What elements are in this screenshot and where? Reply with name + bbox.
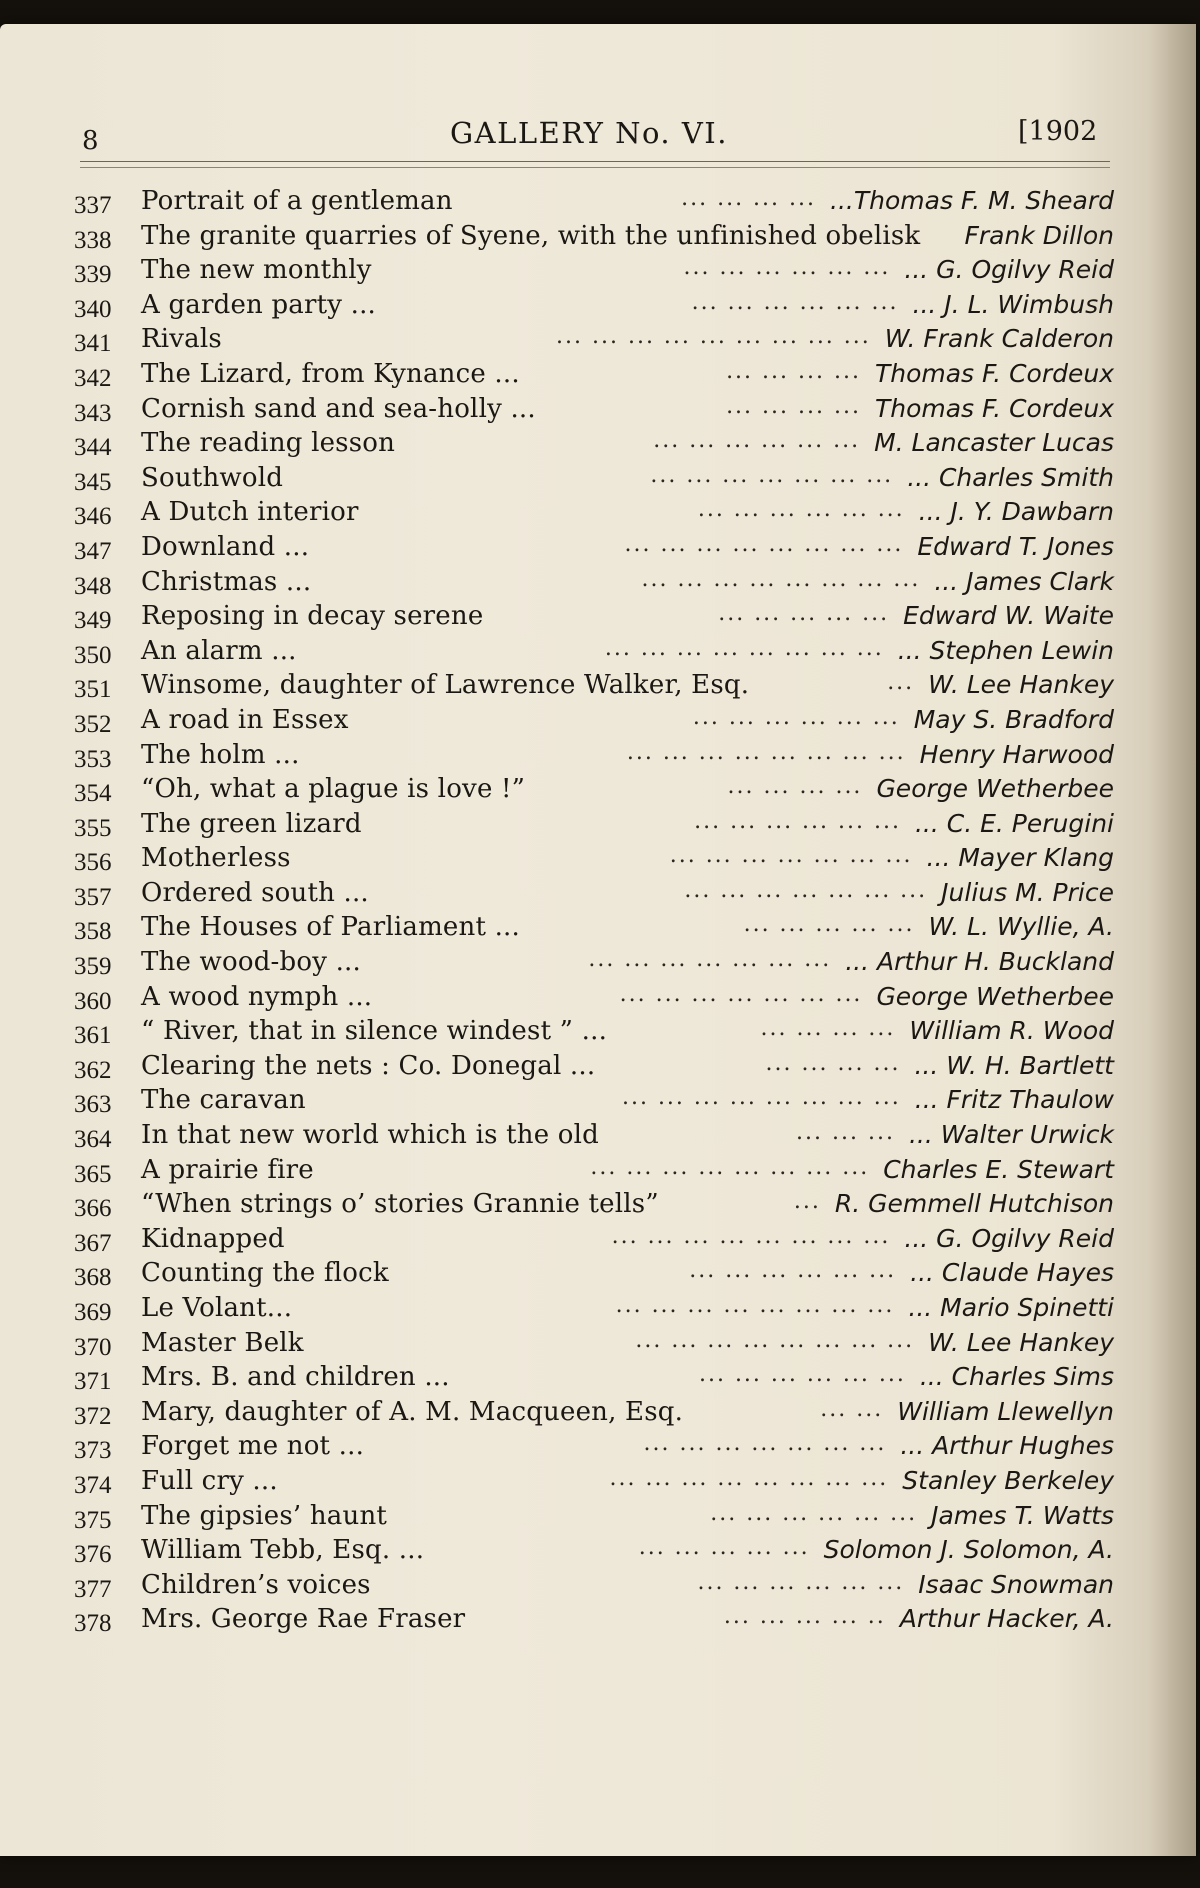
entry-artist: ... J. L. Wimbush bbox=[912, 289, 1114, 319]
entry-artist: Edward T. Jones bbox=[917, 531, 1114, 561]
leader-dots: ... ... ... ... ... ... ... ... bbox=[621, 1085, 901, 1111]
entry-number: 350 bbox=[74, 641, 112, 669]
entry-artist: Julius M. Price bbox=[941, 877, 1114, 907]
entry-artist: ... Walter Urwick bbox=[908, 1120, 1114, 1150]
leader-dots: ... ... ... ... ... ... ... ... bbox=[624, 531, 904, 557]
entry-title: Reposing in decay serene bbox=[141, 601, 484, 632]
catalogue-entry bbox=[0, 1189, 1196, 1224]
leader-dots: ... ... ... ... bbox=[760, 1016, 896, 1042]
leader-dots: ... ... ... ... ... ... bbox=[694, 808, 901, 834]
entry-title: A road in Essex bbox=[141, 704, 349, 735]
leader-dots: ... ... ... ... ... ... ... bbox=[588, 947, 832, 973]
entry-number: 364 bbox=[74, 1126, 112, 1154]
leader-dots: ... ... ... ... bbox=[726, 358, 861, 384]
catalogue-entry bbox=[0, 1051, 1196, 1086]
entry-number: 374 bbox=[74, 1471, 112, 1499]
catalogue-entry bbox=[0, 1362, 1196, 1397]
entry-number: 352 bbox=[74, 710, 112, 738]
entry-number: 339 bbox=[74, 261, 112, 289]
catalogue-entry bbox=[0, 1397, 1196, 1432]
leader-dots: ... ... ... ... ... ... ... bbox=[619, 981, 863, 1007]
catalogue-entry bbox=[0, 1604, 1196, 1639]
leader-dots: ... ... ... ... ... ... ... ... bbox=[641, 566, 921, 592]
entry-artist: Stanley Berkeley bbox=[902, 1465, 1114, 1495]
entry-title: “When strings o’ stories Grannie tells” bbox=[141, 1189, 659, 1220]
gallery-title: GALLERY No. VI. bbox=[450, 116, 728, 150]
leader-dots: ... ... ... ... ... ... bbox=[692, 704, 900, 730]
entry-number: 362 bbox=[74, 1056, 112, 1084]
entry-number: 365 bbox=[74, 1160, 112, 1188]
leader-dots: ... ... ... ... bbox=[727, 774, 863, 800]
entry-number: 366 bbox=[74, 1195, 112, 1223]
leader-dots: ... ... bbox=[820, 1396, 884, 1422]
entry-title: Le Volant... bbox=[141, 1293, 293, 1323]
catalogue-page bbox=[0, 24, 1196, 1856]
entry-number: 368 bbox=[74, 1264, 112, 1292]
entry-number: 372 bbox=[74, 1402, 112, 1430]
catalogue-entry bbox=[0, 1258, 1196, 1293]
catalogue-entry bbox=[0, 1328, 1196, 1363]
entry-title: Rivals bbox=[141, 324, 222, 355]
catalogue-entry bbox=[0, 1155, 1196, 1190]
entry-artist: ... James Clark bbox=[934, 566, 1114, 596]
leader-dots: ... ... ... ... ... ... bbox=[697, 1569, 905, 1595]
leader-dots: ... ... ... ... ... ... bbox=[689, 1258, 897, 1284]
catalogue-entry bbox=[0, 428, 1196, 463]
entry-number: 376 bbox=[74, 1541, 112, 1569]
entry-number: 347 bbox=[74, 537, 112, 565]
entry-artist: W. Lee Hankey bbox=[928, 670, 1114, 700]
entry-artist: ... Claude Hayes bbox=[910, 1258, 1114, 1288]
entry-artist: ... Arthur Hughes bbox=[900, 1431, 1114, 1461]
catalogue-entry bbox=[0, 740, 1196, 775]
catalogue-entry bbox=[0, 1501, 1196, 1536]
entry-title: Kidnapped bbox=[141, 1223, 285, 1254]
entry-title: The green lizard bbox=[141, 808, 362, 839]
entry-artist: Charles E. Stewart bbox=[883, 1154, 1114, 1184]
catalogue-entry bbox=[0, 255, 1196, 290]
entry-number: 360 bbox=[74, 987, 112, 1015]
leader-dots: ... ... ... ... ... ... ... bbox=[650, 462, 894, 488]
page-number: 8 bbox=[82, 126, 99, 156]
leader-dots: ... bbox=[887, 670, 915, 696]
entry-artist: R. Gemmell Hutchison bbox=[834, 1189, 1114, 1219]
leader-dots: ... ... ... ... ... bbox=[743, 912, 915, 938]
catalogue-entry bbox=[0, 982, 1196, 1017]
header-rule-secondary bbox=[80, 167, 1110, 168]
leader-dots: ... ... ... ... .. bbox=[723, 1604, 886, 1630]
entry-title: A prairie fire bbox=[141, 1154, 314, 1185]
entry-title: Mrs. B. and children ... bbox=[141, 1362, 450, 1393]
catalogue-entry bbox=[0, 463, 1196, 498]
entry-title: “ River, that in silence windest ” ... bbox=[141, 1016, 608, 1047]
catalogue-entry bbox=[0, 1293, 1196, 1328]
entry-number: 358 bbox=[74, 918, 112, 946]
entry-title: Motherless bbox=[141, 843, 291, 874]
entry-artist: ... C. E. Perugini bbox=[914, 808, 1114, 838]
entry-number: 363 bbox=[74, 1091, 112, 1119]
entry-title: The reading lesson bbox=[141, 428, 396, 459]
entry-title: An alarm ... bbox=[141, 635, 297, 666]
catalogue-entries bbox=[0, 186, 1196, 1639]
entry-artist: ... Mario Spinetti bbox=[908, 1293, 1114, 1322]
entry-title: The Lizard, from Kynance ... bbox=[141, 358, 520, 389]
entry-artist: ... Stephen Lewin bbox=[897, 635, 1114, 665]
entry-number: 355 bbox=[74, 814, 112, 842]
entry-title: The gipsies’ haunt bbox=[141, 1500, 388, 1531]
entry-title: In that new world which is the old bbox=[141, 1120, 599, 1151]
entry-title: Ordered south ... bbox=[141, 877, 369, 908]
leader-dots: ... ... ... ... ... ... ... bbox=[643, 1431, 887, 1457]
leader-dots: ... ... ... ... ... ... bbox=[653, 428, 861, 454]
entry-number: 342 bbox=[74, 364, 112, 392]
entry-title: The holm ... bbox=[141, 739, 300, 770]
entry-number: 340 bbox=[74, 295, 112, 323]
catalogue-entry bbox=[0, 636, 1196, 671]
catalogue-entry bbox=[0, 567, 1196, 602]
entry-title: The Houses of Parliament ... bbox=[141, 912, 520, 943]
year-label: [1902 bbox=[1018, 116, 1098, 147]
catalogue-entry bbox=[0, 221, 1196, 256]
catalogue-entry bbox=[0, 1224, 1196, 1259]
entry-number: 367 bbox=[74, 1229, 112, 1257]
entry-number: 348 bbox=[74, 572, 112, 600]
leader-dots: ... ... ... ... ... ... ... bbox=[684, 877, 928, 903]
catalogue-entry bbox=[0, 809, 1196, 844]
entry-title: Portrait of a gentleman bbox=[141, 186, 453, 216]
entry-number: 353 bbox=[74, 745, 112, 773]
entry-artist: Edward W. Waite bbox=[903, 601, 1114, 631]
catalogue-entry bbox=[0, 843, 1196, 878]
entry-title: Southwold bbox=[141, 462, 284, 493]
catalogue-entry bbox=[0, 1466, 1196, 1501]
entry-title: William Tebb, Esq. ... bbox=[141, 1535, 425, 1566]
entry-title: The wood-boy ... bbox=[141, 947, 361, 978]
catalogue-entry bbox=[0, 670, 1196, 705]
entry-title: Clearing the nets : Co. Donegal ... bbox=[141, 1050, 596, 1081]
entry-artist: Thomas F. Cordeux bbox=[874, 393, 1114, 423]
leader-dots: ... ... ... ... ... ... ... ... bbox=[609, 1465, 889, 1491]
entry-artist: James T. Watts bbox=[931, 1500, 1114, 1530]
entry-number: 356 bbox=[74, 849, 112, 877]
catalogue-entry bbox=[0, 186, 1196, 221]
entry-number: 378 bbox=[74, 1610, 112, 1638]
entry-title: Downland ... bbox=[141, 531, 310, 562]
catalogue-entry bbox=[0, 1535, 1196, 1570]
leader-dots: ... ... ... ... bbox=[765, 1050, 901, 1076]
entry-artist: ...Thomas F. M. Sheard bbox=[830, 186, 1114, 215]
entry-number: 377 bbox=[74, 1575, 112, 1603]
entry-number: 337 bbox=[74, 192, 112, 219]
entry-title: Christmas ... bbox=[141, 566, 312, 597]
entry-artist: ... J. Y. Dawbarn bbox=[918, 497, 1114, 527]
leader-dots: ... ... ... ... ... ... bbox=[710, 1500, 918, 1526]
entry-artist: ... Fritz Thaulow bbox=[914, 1085, 1114, 1115]
leader-dots: ... ... ... ... ... ... bbox=[683, 255, 891, 281]
catalogue-entry bbox=[0, 1120, 1196, 1155]
catalogue-entry bbox=[0, 912, 1196, 947]
leader-dots: ... ... ... ... ... ... ... ... bbox=[615, 1293, 895, 1318]
entry-number: 345 bbox=[74, 468, 112, 496]
entry-title: Counting the flock bbox=[141, 1258, 389, 1289]
entry-number: 371 bbox=[74, 1368, 112, 1396]
entry-title: Mrs. George Rae Fraser bbox=[141, 1604, 466, 1635]
entry-title: Forget me not ... bbox=[141, 1431, 365, 1462]
leader-dots: ... ... ... ... ... ... ... ... bbox=[635, 1327, 915, 1353]
catalogue-entry bbox=[0, 1016, 1196, 1051]
leader-dots: ... ... ... ... ... ... ... ... bbox=[590, 1154, 870, 1180]
entry-artist: ... Charles Sims bbox=[919, 1362, 1114, 1392]
leader-dots: ... ... ... ... ... ... ... ... bbox=[611, 1223, 891, 1249]
entry-title: The caravan bbox=[141, 1085, 306, 1116]
leader-dots: ... ... ... ... ... ... bbox=[698, 1362, 906, 1388]
catalogue-entry bbox=[0, 394, 1196, 429]
catalogue-entry bbox=[0, 947, 1196, 982]
entry-artist: Isaac Snowman bbox=[918, 1569, 1114, 1599]
entry-number: 373 bbox=[74, 1437, 112, 1465]
entry-title: A garden party ... bbox=[141, 289, 377, 320]
entry-title: The granite quarries of Syene, with the unfinished obelisk bbox=[141, 220, 921, 251]
entry-title: Winsome, daughter of Lawrence Walker, Esq. bbox=[141, 670, 750, 701]
catalogue-entry bbox=[0, 1570, 1196, 1605]
entry-number: 370 bbox=[74, 1333, 112, 1361]
leader-dots: ... ... ... ... bbox=[726, 393, 861, 419]
catalogue-entry bbox=[0, 359, 1196, 394]
leader-dots: ... ... ... ... ... ... ... bbox=[669, 843, 913, 869]
entry-artist: Arthur Hacker, A. bbox=[899, 1604, 1114, 1634]
leader-dots: ... ... ... ... ... ... ... ... bbox=[604, 635, 884, 661]
leader-dots: ... ... ... ... ... ... ... ... bbox=[626, 739, 906, 765]
entry-title: Master Belk bbox=[141, 1327, 304, 1358]
entry-number: 344 bbox=[74, 434, 112, 462]
leader-dots: ... ... ... ... ... ... bbox=[697, 497, 905, 523]
catalogue-entry bbox=[0, 878, 1196, 913]
entry-number: 375 bbox=[74, 1506, 112, 1534]
catalogue-entry bbox=[0, 324, 1196, 359]
entry-title: Mary, daughter of A. M. Macqueen, Esq. bbox=[141, 1396, 684, 1427]
entry-artist: M. Lancaster Lucas bbox=[874, 428, 1114, 458]
leader-dots: ... ... ... ... ... ... bbox=[691, 289, 899, 315]
entry-number: 359 bbox=[74, 953, 112, 981]
entry-number: 361 bbox=[74, 1022, 112, 1050]
entry-artist: ... Arthur H. Buckland bbox=[845, 947, 1114, 977]
leader-dots: ... ... ... ... bbox=[681, 186, 817, 211]
header-rule bbox=[80, 161, 1110, 162]
entry-number: 354 bbox=[74, 780, 112, 808]
entry-artist: William R. Wood bbox=[909, 1016, 1114, 1046]
page-header bbox=[0, 24, 1196, 174]
catalogue-entry bbox=[0, 497, 1196, 532]
catalogue-entry bbox=[0, 601, 1196, 636]
catalogue-entry bbox=[0, 1085, 1196, 1120]
entry-artist: ... W. H. Bartlett bbox=[914, 1050, 1114, 1080]
entry-artist: W. L. Wyllie, A. bbox=[928, 912, 1114, 942]
entry-artist: ... G. Ogilvy Reid bbox=[904, 255, 1114, 285]
catalogue-entry bbox=[0, 774, 1196, 809]
entry-number: 349 bbox=[74, 607, 112, 635]
entry-artist: W. Frank Calderon bbox=[884, 324, 1114, 354]
entry-number: 357 bbox=[74, 883, 112, 911]
leader-dots: ... ... ... ... ... bbox=[638, 1535, 810, 1561]
entry-artist: Thomas F. Cordeux bbox=[874, 358, 1114, 388]
catalogue-entry bbox=[0, 705, 1196, 740]
entry-title: Cornish sand and sea-holly ... bbox=[141, 393, 536, 424]
entry-title: A Dutch interior bbox=[141, 497, 359, 528]
leader-dots: ... ... ... bbox=[796, 1120, 895, 1146]
catalogue-entry bbox=[0, 1431, 1196, 1466]
entry-title: “Oh, what a plague is love !” bbox=[141, 774, 526, 805]
leader-dots: ... ... ... ... ... ... ... ... ... bbox=[556, 324, 871, 350]
entry-artist: George Wetherbee bbox=[876, 981, 1114, 1011]
entry-title: A wood nymph ... bbox=[141, 981, 373, 1012]
entry-artist: William Llewellyn bbox=[897, 1396, 1114, 1426]
entry-title: The new monthly bbox=[141, 255, 372, 286]
leader-dots: ... bbox=[793, 1189, 821, 1215]
entry-artist: George Wetherbee bbox=[876, 774, 1114, 804]
entry-artist: May S. Bradford bbox=[913, 704, 1114, 734]
entry-title: Children’s voices bbox=[141, 1569, 371, 1600]
catalogue-entry bbox=[0, 532, 1196, 567]
entry-artist: W. Lee Hankey bbox=[928, 1327, 1114, 1357]
entry-artist: ... G. Ogilvy Reid bbox=[904, 1223, 1114, 1253]
entry-artist: Henry Harwood bbox=[919, 739, 1114, 769]
entry-number: 351 bbox=[74, 676, 112, 704]
entry-number: 346 bbox=[74, 503, 112, 531]
entry-number: 341 bbox=[74, 330, 112, 358]
entry-artist: ... Charles Smith bbox=[907, 462, 1114, 492]
entry-artist: ... Mayer Klang bbox=[926, 843, 1114, 873]
entry-title: Full cry ... bbox=[141, 1465, 278, 1496]
entry-artist: Solomon J. Solomon, A. bbox=[823, 1535, 1114, 1565]
entry-number: 338 bbox=[74, 226, 112, 254]
entry-number: 343 bbox=[74, 399, 112, 427]
entry-artist: Frank Dillon bbox=[964, 220, 1114, 250]
entry-number: 369 bbox=[74, 1299, 112, 1326]
catalogue-entry bbox=[0, 290, 1196, 325]
leader-dots: ... ... ... ... ... bbox=[718, 601, 890, 627]
